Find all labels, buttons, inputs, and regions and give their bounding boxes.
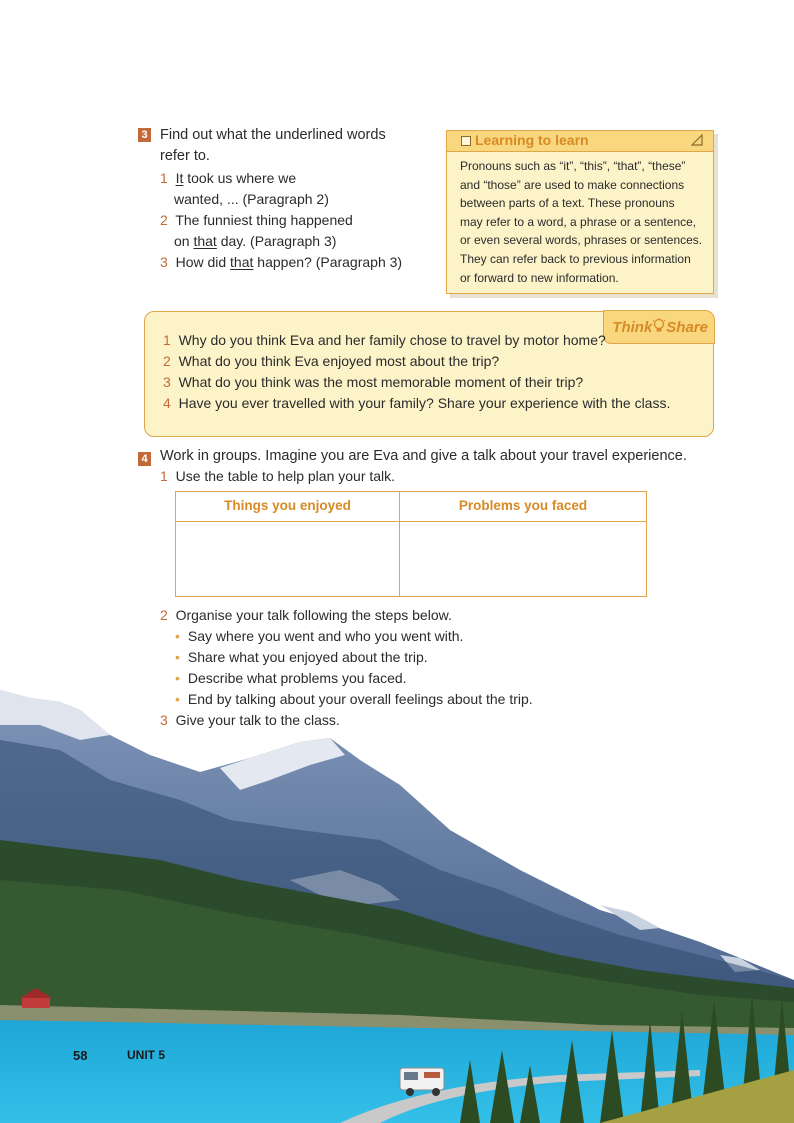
learning-box-header xyxy=(447,131,713,152)
unit-label: UNIT 5 xyxy=(127,1048,166,1062)
list-item: 2 The funniest thing happened xyxy=(160,212,353,228)
learning-to-learn-box xyxy=(446,130,714,294)
think-share-questions xyxy=(163,330,670,414)
learning-box-title: Learning to learn xyxy=(475,132,589,148)
checkbox-square-icon xyxy=(461,136,471,146)
mountain-lake-illustration xyxy=(0,680,794,1123)
step-2: 2 Organise your talk following the steps below. xyxy=(160,607,452,623)
table-header-problems: Problems you faced xyxy=(458,498,588,513)
list-item: 3 How did that happen? (Paragraph 3) xyxy=(160,254,403,270)
section-4-number: 4 xyxy=(138,452,151,466)
step-1: 1 Use the table to help plan your talk. xyxy=(160,468,396,484)
list-item-continued: on that day. (Paragraph 3) xyxy=(174,233,337,249)
think-share-label: Think Share xyxy=(612,319,708,336)
list-item-continued: wanted, ... (Paragraph 2) xyxy=(174,191,329,207)
question-item: 2 What do you think Eva enjoyed most about the trip? xyxy=(163,353,500,369)
corner-triangle-icon xyxy=(691,134,703,146)
section-3-items xyxy=(160,168,402,273)
header-divider xyxy=(176,521,646,522)
question-item: 1 Why do you think Eva and her family chose to travel by motor home? xyxy=(163,332,606,348)
question-item: 4 Have you ever travelled with your family? Share your experience with the class. xyxy=(163,395,671,411)
table-header-enjoyed: Things you enjoyed xyxy=(224,498,351,513)
step-3: 3 Give your talk to the class. xyxy=(160,712,340,728)
think-share-box xyxy=(144,311,714,437)
bullet-item: • Describe what problems you faced. xyxy=(175,670,407,686)
bullet-item: • End by talking about your overall feelings about the trip. xyxy=(175,691,533,707)
learning-box-body: Pronouns such as “it”, “this”, “that”, “these” and “those” are used to make connections between parts of a text. These pronouns may refer to a word, a phrase or a sentence, or even several words, phrases or sentences. They can refer back to previous information or forward to new information. xyxy=(460,159,703,285)
planning-table xyxy=(175,491,647,597)
section-4-title: Work in groups. Imagine you are Eva and give a talk about your travel experience. xyxy=(160,448,687,464)
section-3-number: 3 xyxy=(138,128,151,142)
bullet-item: • Say where you went and who you went with. xyxy=(175,628,464,644)
question-item: 3 What do you think was the most memorable moment of their trip? xyxy=(163,374,584,390)
section-3-title: Find out what the underlined words refer to. xyxy=(160,127,386,164)
page-number: 58 xyxy=(73,1048,88,1063)
bullet-item: • Share what you enjoyed about the trip. xyxy=(175,649,428,665)
list-item: 1 It took us where we xyxy=(160,170,297,186)
